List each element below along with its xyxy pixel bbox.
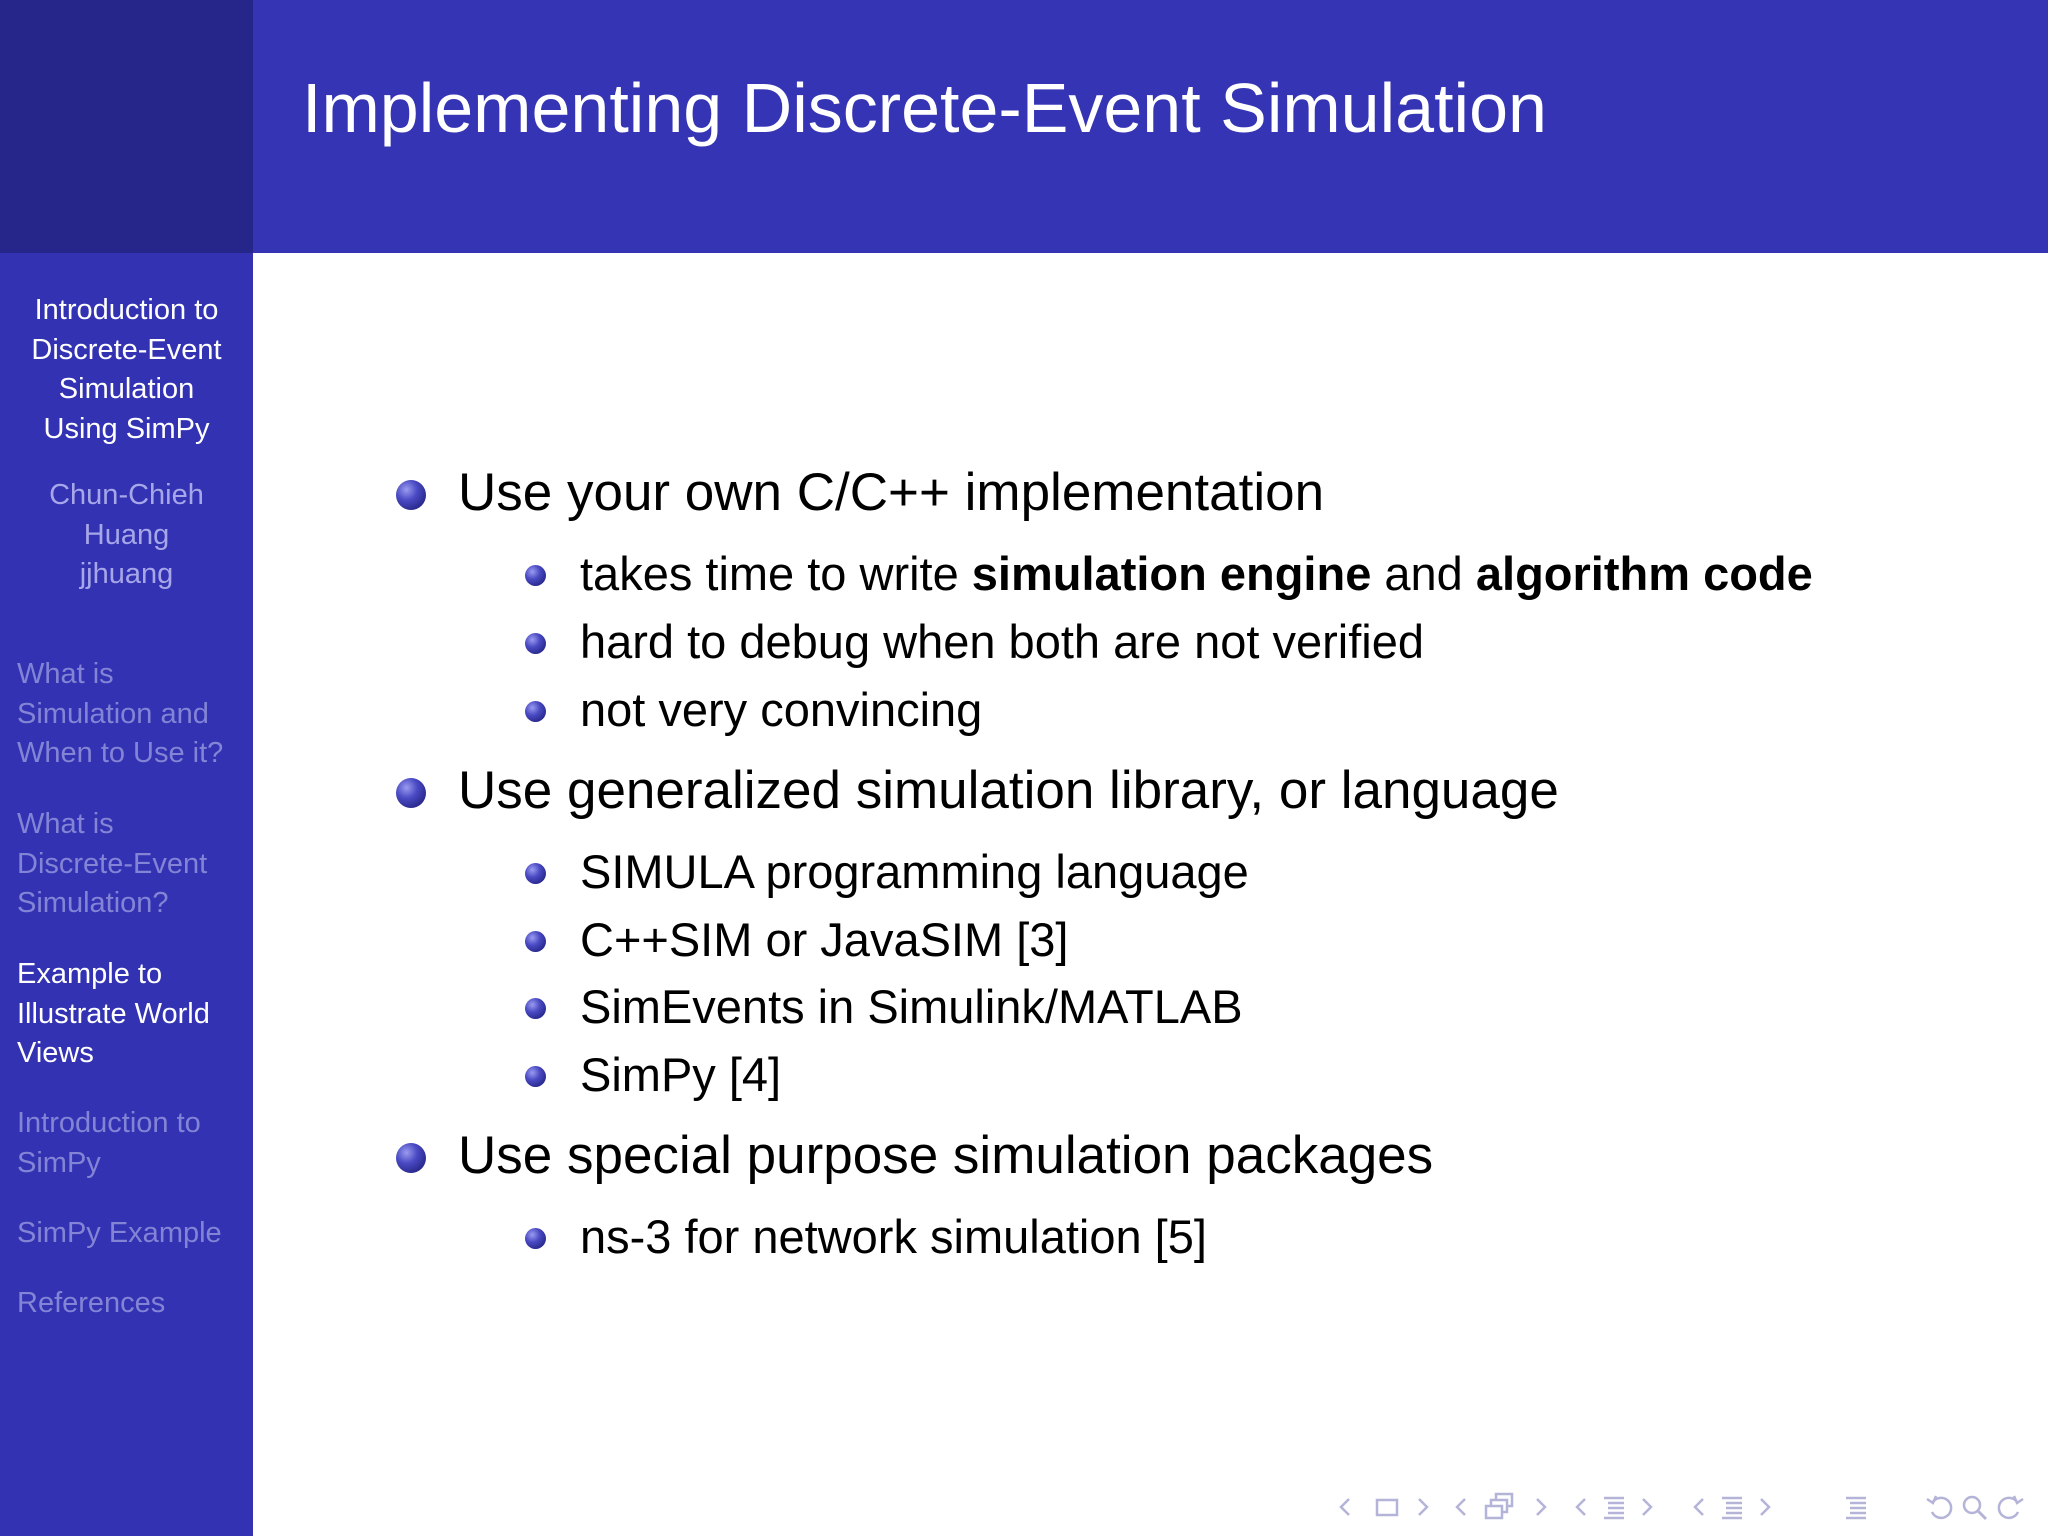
bullet-icon [396, 778, 426, 808]
beamer-navigation-bar [1330, 1490, 2040, 1524]
list-item-text: takes time to write [580, 547, 972, 600]
nav-right-icon[interactable] [1758, 1490, 1772, 1524]
emphasis-text: algorithm code [1475, 547, 1813, 600]
nav-left-icon[interactable] [1692, 1490, 1706, 1524]
section-icon[interactable] [1600, 1490, 1628, 1524]
sidebar [0, 0, 253, 1536]
list-item: ns-3 for network simulation [5] [580, 1210, 1207, 1263]
frame-icon[interactable] [1374, 1490, 1400, 1524]
search-icon[interactable] [1960, 1490, 1990, 1524]
bullet-icon [525, 998, 546, 1019]
list-item: SIMULA programming language [580, 845, 1249, 898]
bullet-icon [525, 931, 546, 952]
list-item: SimPy [4] [580, 1048, 782, 1101]
bullet-icon [525, 633, 546, 654]
section-icon[interactable] [1718, 1490, 1746, 1524]
list-item: hard to debug when both are not verified [580, 615, 1424, 668]
list-item: C++SIM or JavaSIM [3] [580, 913, 1069, 966]
bullet-icon [525, 565, 546, 586]
sidebar-section-simpy-example[interactable]: SimPy Example [17, 1217, 222, 1249]
nav-left-icon[interactable] [1338, 1490, 1352, 1524]
bullet-icon [525, 701, 546, 722]
forward-icon[interactable] [1994, 1490, 2026, 1524]
nav-right-icon[interactable] [1416, 1490, 1430, 1524]
emphasis-text: simulation engine [971, 547, 1372, 600]
nav-left-icon[interactable] [1454, 1490, 1468, 1524]
author: Chun-Chieh Huang jjhuang [49, 479, 204, 590]
sidebar-section-references[interactable]: References [17, 1287, 166, 1319]
list-item: Use your own C/C++ implementation [458, 463, 1325, 522]
list-item: SimEvents in Simulink/MATLAB [580, 980, 1243, 1033]
sidebar-section-what-is-simulation[interactable]: What is Simulation and When to Use it? [17, 658, 224, 769]
bullet-icon [525, 863, 546, 884]
sidebar-section-world-views[interactable]: Example to Illustrate World Views [17, 958, 210, 1069]
list-item: Use special purpose simulation packages [458, 1126, 1434, 1185]
bullet-icon [396, 1143, 426, 1173]
list-item: not very convincing [580, 683, 983, 736]
presentation-title[interactable]: Introduction to Discrete-Event Simulation Using SimPy [31, 294, 222, 445]
frame-title: Implementing Discrete-Event Simulation [302, 69, 1547, 147]
bullet-icon [525, 1066, 546, 1087]
subsection-icon[interactable] [1482, 1490, 1516, 1524]
nav-right-icon[interactable] [1534, 1490, 1548, 1524]
nav-right-icon[interactable] [1640, 1490, 1654, 1524]
nav-left-icon[interactable] [1574, 1490, 1588, 1524]
bullet-icon [396, 480, 426, 510]
list-item: Use generalized simulation library, or language [458, 761, 1559, 820]
list-item-text: and [1371, 547, 1476, 600]
sidebar-corner [0, 0, 253, 253]
sidebar-section-what-is-des[interactable]: What is Discrete-Event Simulation? [17, 808, 208, 919]
back-icon[interactable] [1924, 1490, 1956, 1524]
document-icon[interactable] [1842, 1490, 1870, 1524]
sidebar-section-intro-simpy[interactable]: Introduction to SimPy [17, 1107, 201, 1179]
list-item [580, 545, 1813, 603]
bullet-icon [525, 1228, 546, 1249]
